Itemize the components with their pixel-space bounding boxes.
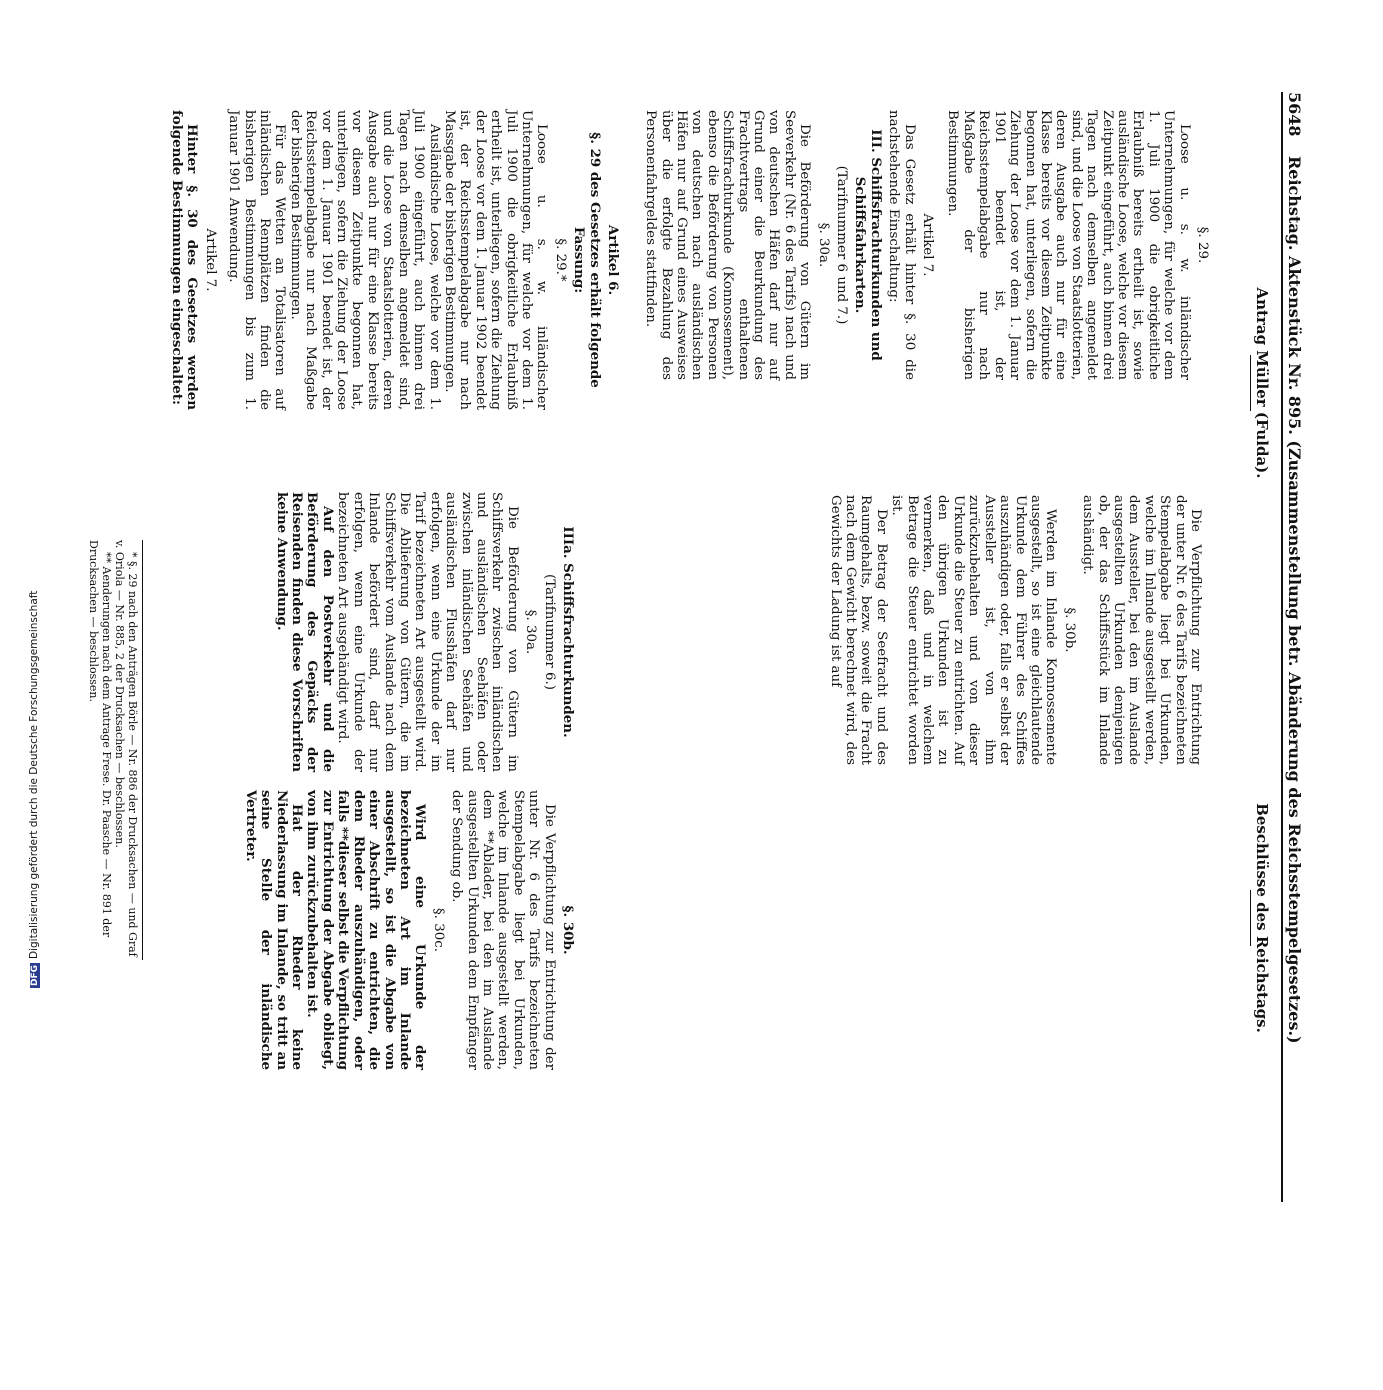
left-heading-text: Antrag Müller (Fulda). <box>1253 287 1271 479</box>
paragraph: Hat der Rheder keine Niederlassung im Inlande, so tritt an seine Stelle der inländische Vertreter. <box>242 790 306 1070</box>
right-column-bottom <box>273 492 578 772</box>
section-30c-heading: §. 30c. <box>430 907 446 952</box>
paragraph: Loose u. s. w. inländischer Unternehmungen, für welche vor dem 1. Juli 1900 die obrigkeitliche Erlaubniß bereits ertheilt ist, sowie ausländische Loose, welche vor diesem Zeitpunkt eingeführt, auch binnen drei Tagen nach demselben angemeldet sind, und die Loose von Staatslotterien, deren Ausgabe auch nur für eine Klasse bereits vor diesem Zeitpunkte begonnen hat, unterliegen, sofern die Ziehung der Loose vor dem 1. Januar 1901 beendet ist, der Reichsstempelabgabe nur nach Maßgabe der bisherigen Bestimmungen. <box>945 110 1192 380</box>
right-column-continued <box>242 790 578 1070</box>
left-column-top <box>643 110 1213 380</box>
section-iii-heading: III. Schiffsfrachturkunden und Schiffsfahrkarten. <box>852 129 884 361</box>
paragraph: Die Verpflichtung zur Entrichtung der unter Nr. 6 des Tarifs bezeichneten Stempelabgabe liegt bei Urkunden, welche im Inlande ausgestellt werden, dem Aussteller, bei den im Auslande ausgestellten Urkunden demjenigen ob, der das Schiffsstück im Inlande aushändigt. <box>1080 495 1203 765</box>
page-title: Reichstag. Aktenstück Nr. 895. (Zusammenstellung betr. Abänderung des Reichsstempelgesetzes.) <box>1285 156 1304 1044</box>
article-6-text: §. 29 des Gesetzes erhält folgende Fassung: <box>571 132 603 388</box>
paragraph: Für das Wetten an Totalisatoren auf inländischen Rennplätzen finden die bisherigen Bestimmungen bis zum 1. Januar 1901 Anwendung. <box>226 110 288 410</box>
paragraph: Die Beförderung von Gütern im Schiffsverkehr zwischen inländischen und ausländischen Seehäfen oder zwischen inländischen Seehäfen und ausländischen Flusshäfen darf nur erfolgen, wenn eine Urkunde der im Tarif bezeichneten Art ausgestellt wird. Die Ablieferung von Gütern, die im Schiffsverkehr vom Auslande nach dem Inlande befördert sind, darf nur erfolgen, wenn eine Urkunde der bezeichneten Art ausgehändigt wird. <box>335 492 520 772</box>
right-heading-text: Beschlüsse des Reichstags. <box>1253 803 1271 1033</box>
left-column-heading <box>1250 268 1271 498</box>
right-column-heading <box>1250 798 1271 1038</box>
section-30b-heading: §. 30b. <box>560 905 576 955</box>
page-number: 5648 <box>1285 92 1304 137</box>
paragraph: Die Verpflichtung zur Entrichtung der unter Nr. 6 des Tarifs bezeichneten Stempelabgabe liegt bei Urkunden, welche im Inlande ausgestellt werden, dem **Ablader, bei den im Auslande ausgestellten Urkunden dem Empfänger der Sendung ob. <box>449 790 557 1070</box>
paragraph: Das Gesetz erhält hinter §. 30 die nachstehende Einschaltung: <box>886 110 917 380</box>
left-column-bottom <box>827 495 1203 765</box>
paragraph: Der Betrag der Seefracht und des Raumgehalts, bezw. soweit die Fracht nach dem Gewicht berechnet wird, des Gewichts der Ladung ist auf <box>827 495 889 765</box>
heading-rule <box>1250 355 1251 411</box>
article-7-text: Hinter §. 30 des Gesetzes werden folgende Bestimmungen eingeschaltet: <box>169 110 201 410</box>
section-29-heading: §. 29.* <box>552 238 568 282</box>
heading-rule <box>1250 890 1251 946</box>
paragraph: Ausländische Loose, welche vor dem 1. Juli 1900 eingeführt, auch binnen drei Tagen nach demselben angemeldet sind, und die Loose von Staatslotterien, deren Ausgabe auch nur für eine Klasse bereits vor diesem Zeitpunkte begonnen hat, unterliegen, sofern die Ziehung der Loose vor dem 1. Januar 1901 beendet ist, der Reichsstempelabgabe nur nach Maßgabe der bisherigen Bestimmungen. <box>287 110 442 410</box>
article-7-heading: Artikel 7. <box>202 228 218 292</box>
right-column-top <box>169 110 623 410</box>
paragraph: Wird eine Urkunde der bezeichneten Art im Inlande ausgestellt, so ist die Abgabe von einer Abschrift zu entrichten, die dem Rheder auszuhändigen, oder falls **dieser selbst die Verpflichtung zur Entrichtung der Abgabe obliegt, von ihm zurückzubehalten ist. <box>304 790 429 1070</box>
section-30a-heading: §. 30a. <box>815 222 831 268</box>
paragraph: Die Beförderung von Gütern im Seeverkehr (Nr. 6 des Tarifs) nach und von deutschen Häfen darf nur auf Grund einer die Beurkundung des Frachtvertrags enthaltenen Schiffsfrachturkunde (Konnossement), ebenso die Beförderung von Personen von deutschen nach ausländischen Häfen nur auf Grund eines Ausweises über die erfolgte Bezahlung des Personenfahrgeldes stattfinden. <box>643 110 813 380</box>
dfg-logo: DFG <box>30 964 40 986</box>
footnote-1: * §. 29 nach den Anträgen Börle — Nr. 886 der Drucksachen — und Graf v. Oriola — Nr. 885, 2 der Drucksachen — beschlossen. <box>113 540 139 957</box>
section-30a-heading: §. 30a. <box>523 609 539 655</box>
funding-note: Digitalisierung gefördert durch die Deutsche Forschungsgemeinschaft <box>28 590 40 959</box>
section-30b-heading: §. 30b. <box>1061 607 1077 653</box>
tarif-note: (Tarifnummer 6 und 7.) <box>834 165 850 325</box>
dfg-sidebar <box>28 591 40 988</box>
article-7-heading: Artikel 7. <box>920 213 936 277</box>
paragraph: Werden im Inlande Konnossemente ausgestellt, so ist eine gleichlautende Urkunde dem Führer des Schiffes auszuhändigen oder, falls er selbst der Aussteller ist, von ihm zurückzubehalten und von dieser Urkunde die Steuer zu entrichten. Auf den übrigen Urkunden ist zu vermerken, daß und in welchem Betrage die Steuer entrichtet worden ist. <box>889 495 1059 765</box>
article-6-heading: Artikel 6. <box>605 224 621 296</box>
section-iiia-heading: IIIa. Schiffsfrachturkunden. <box>560 526 576 738</box>
footnote-2: ** Aenderungen nach dem Antrage Frese. Dr. Paasche — Nr. 891 der Drucksachen — beschlossen. <box>87 540 113 938</box>
paragraph: Loose u. s. w. inländischer Unternehmungen, für welche vor dem 1. Juli 1900 die obrigkeitliche Erlaubniß ertheilt ist, unterliegen, sofern die Ziehung der Loose vor dem 1. Januar 1902 beendet ist, der Reichsstempelabgabe nur nach Massgabe der bisherigen Bestimmungen. <box>441 110 550 410</box>
paragraph: Auf den Postverkehr und die Beförderung des Gepäcks der Reisenden finden diese Vorschriften keine Anwendung. <box>273 492 336 772</box>
section-29-heading: §. 29. <box>1195 226 1210 264</box>
page-header <box>1281 92 1305 1202</box>
tarif-note: (Tarifnummer 6.) <box>541 574 557 690</box>
